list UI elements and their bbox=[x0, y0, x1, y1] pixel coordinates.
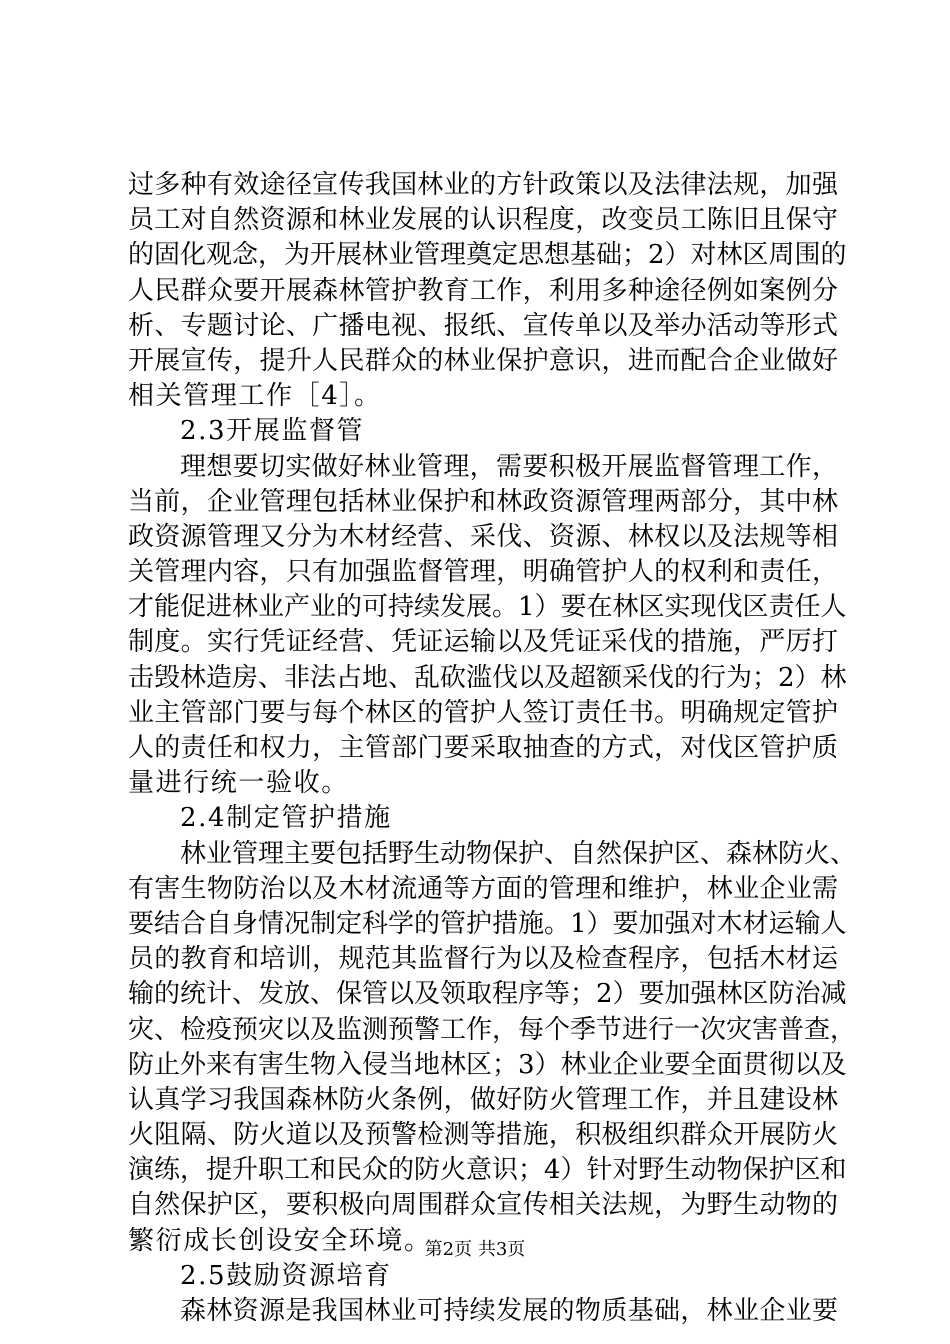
text-line: 析、专题讨论、广播电视、报纸、宣传单以及举办活动等形式 bbox=[128, 310, 838, 341]
heading-text: 2.4制定管护措施 bbox=[180, 803, 392, 834]
text-line: 量进行统一验收。 bbox=[128, 768, 349, 799]
text-line: 人民群众要开展森林管护教育工作，利用多种途径例如案例分 bbox=[128, 275, 838, 306]
text-line: 员工对自然资源和林业发展的认识程度，改变员工陈旧且保守 bbox=[128, 205, 838, 236]
text-line: 业主管部门要与每个林区的管护人签订责任书。明确规定管护 bbox=[128, 697, 838, 728]
text-line: 输的统计、发放、保管以及领取程序等；2）要加强林区防治减 bbox=[128, 979, 847, 1010]
text-line: 的固化观念，为开展林业管理奠定思想基础；2）对林区周围的 bbox=[128, 240, 847, 271]
text-line: 要结合自身情况制定科学的管护措施。1）要加强对木材运输人 bbox=[128, 908, 847, 939]
text-line: 关管理内容，只有加强监督管理，明确管护人的权利和责任， bbox=[128, 557, 838, 588]
text-line: 防止外来有害生物入侵当地林区；3）林业企业要全面贯彻以及 bbox=[128, 1049, 847, 1080]
text-line: 理想要切实做好林业管理，需要积极开展监督管理工作， bbox=[180, 451, 838, 482]
text-line: 当前，企业管理包括林业保护和林政资源管理两部分，其中林 bbox=[128, 486, 838, 517]
text-line: 自然保护区，要积极向周围群众宣传相关法规，为野生动物的 bbox=[128, 1190, 838, 1221]
paragraph bbox=[128, 1294, 838, 1329]
text-line: 开展宣传，提升人民群众的林业保护意识，进而配合企业做好 bbox=[128, 345, 838, 376]
document-body bbox=[128, 168, 857, 1329]
text-line: 政资源管理又分为木材经营、采伐、资源、林权以及法规等相 bbox=[128, 521, 838, 552]
section-heading bbox=[128, 801, 838, 836]
text-line: 森林资源是我国林业可持续发展的物质基础，林业企业要 bbox=[180, 1296, 838, 1326]
text-line: 才能促进林业产业的可持续发展。1）要在林区实现伐区责任人 bbox=[128, 592, 847, 623]
heading-text: 2.3开展监督管 bbox=[180, 416, 365, 447]
text-line: 击毁林造房、非法占地、乱砍滥伐以及超额采伐的行为；2）林 bbox=[128, 662, 847, 693]
paragraph bbox=[128, 837, 857, 1259]
section-heading bbox=[128, 1259, 838, 1294]
text-line: 认真学习我国森林防火条例，做好防火管理工作，并且建设林 bbox=[128, 1084, 838, 1115]
text-line: 繁衍成长创设安全环境。 bbox=[128, 1225, 432, 1256]
text-line: 灾、检疫预灾以及监测预警工作，每个季节进行一次灾害普查， bbox=[128, 1014, 857, 1045]
paragraph bbox=[128, 168, 847, 414]
section-heading bbox=[128, 414, 838, 449]
text-line: 火阻隔、防火道以及预警检测等措施，积极组织群众开展防火 bbox=[128, 1120, 838, 1151]
text-line: 员的教育和培训，规范其监督行为以及检查程序，包括木材运 bbox=[128, 944, 838, 975]
text-line: 有害生物防治以及木材流通等方面的管理和维护，林业企业需 bbox=[128, 873, 838, 904]
text-line: 人的责任和权力，主管部门要采取抽查的方式，对伐区管护质 bbox=[128, 733, 838, 763]
text-line: 演练，提升职工和民众的防火意识；4）针对野生动物保护区和 bbox=[128, 1155, 847, 1186]
paragraph bbox=[128, 450, 847, 802]
heading-text: 2.5鼓励资源培育 bbox=[180, 1260, 392, 1291]
page-footer: 第2页 共3页 bbox=[424, 1239, 526, 1260]
text-line: 过多种有效途径宣传我国林业的方针政策以及法律法规，加强 bbox=[128, 170, 838, 200]
text-line: 林业管理主要包括野生动物保护、自然保护区、森林防火、 bbox=[180, 838, 857, 869]
text-line: 制度。实行凭证经营、凭证运输以及凭证采伐的措施，严厉打 bbox=[128, 627, 838, 658]
text-line: 相关管理工作［4］。 bbox=[128, 381, 382, 412]
